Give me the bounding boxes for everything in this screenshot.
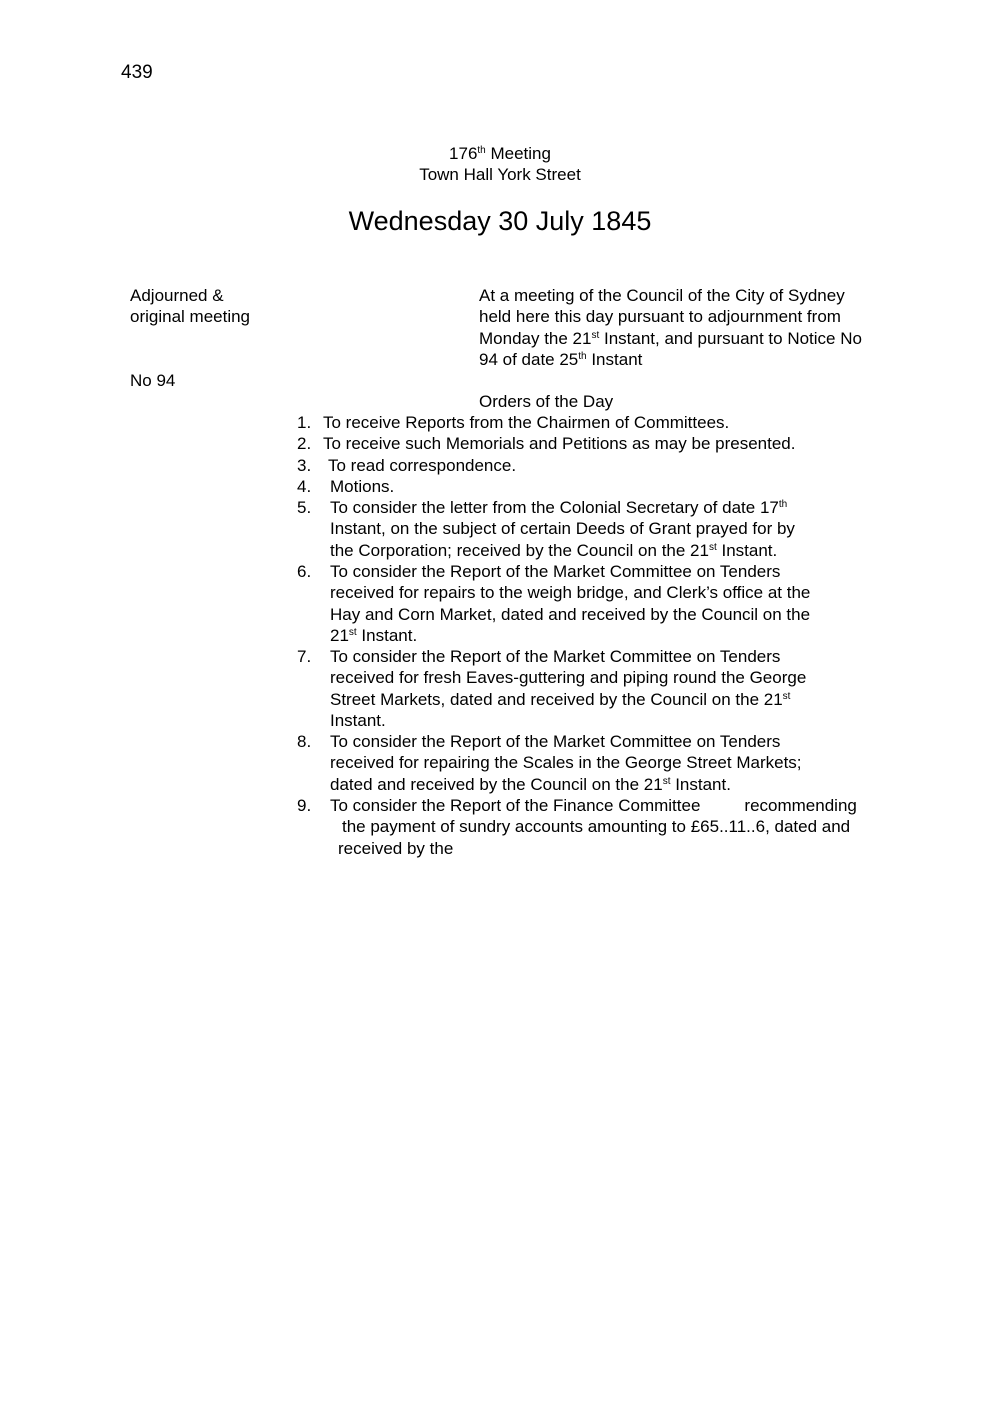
meeting-venue: Town Hall York Street (419, 165, 581, 185)
meeting-date: Wednesday 30 July 1845 (348, 206, 652, 236)
orders-heading: Orders of the Day (479, 392, 614, 411)
meeting-number: 176th Meeting (449, 144, 551, 163)
margin-notice-ref: No 94 (130, 371, 176, 390)
meeting-header (300, 143, 700, 186)
intro-paragraph: At a meeting of the Council of the City of Sydney held here this day pursuant to adjournment from Monday the 21st Instant, and pursuant to Notice No 94 of date 25th Instant (479, 286, 862, 369)
page-number: 439 (121, 62, 153, 83)
margin-note: Adjourned & original meeting (130, 286, 251, 327)
